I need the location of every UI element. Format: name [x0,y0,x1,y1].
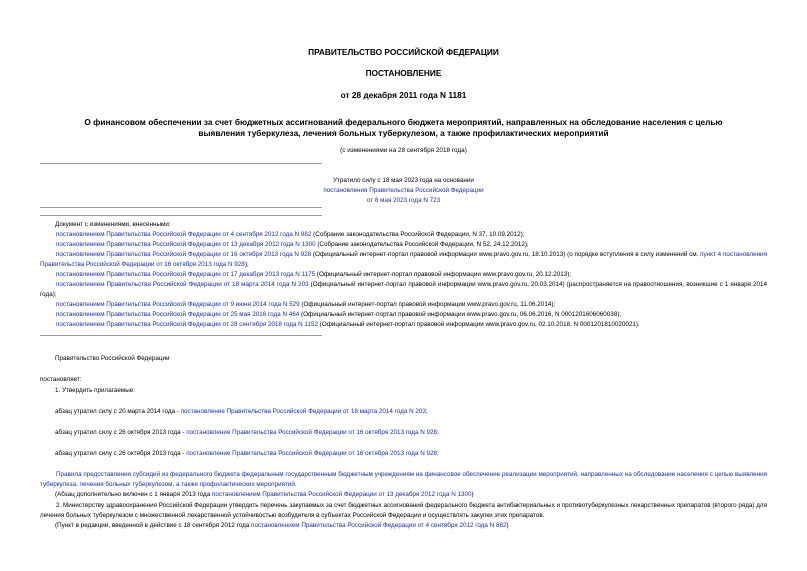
decrees-word: постановляет: [40,376,82,383]
amendment-link[interactable]: пункт 4 постановления Правительства Российской Федерации от 16 октября 2013 года N 928 [40,251,767,268]
amendment-item [40,250,767,270]
authority: Правительство Российской Федерации [55,355,170,362]
amendment-link[interactable]: постановлением Правительства Российской Федерации от 4 сентября 2012 года N 882 [56,231,312,238]
document-date-number: от 28 декабря 2011 года N 1181 [340,90,467,100]
item-1: 1. Утвердить прилагаемые: [55,387,135,394]
lost-force-link[interactable]: постановления Правительства Российской Федерации [323,187,484,194]
divider [40,335,322,336]
amendment-text: (Официальный интернет-портал правовой информации www.pravo.gov.ru, 18.10.2013) (о порядке вступления в силу изменений см. [311,251,701,258]
amendment-link[interactable]: постановлением Правительства Российской Федерации от 25 мая 2016 года N 464 [56,311,300,318]
edition-end: ) [506,522,509,529]
divider [40,215,322,216]
abzac-repealed-2 [55,428,439,438]
lost-force-note [270,176,537,206]
amendment-item [40,280,767,300]
amendment-link[interactable]: постановлением Правительства Российской Федерации от 13 декабря 2012 года N 1300 [56,241,316,248]
abzac-repealed-1 [55,407,428,417]
amendment-link[interactable]: постановлением Правительства Российской Федерации от 9 июня 2014 года N 529 [56,301,300,308]
lost-force-link-date[interactable]: от 8 мая 2023 года N 723 [366,197,441,204]
amendment-text: (Официальный интернет-портал правовой информации www.pravo.gov.ru, 11.06.2014); [299,301,556,308]
abzac-end: ; [437,450,439,457]
amendment-text: (Собрание законодательства Российской Федерации, N 52, 24.12.2012); [315,241,529,248]
abzac-end: ; [437,429,439,436]
amendment-text: ); [244,261,249,268]
abzac-link[interactable]: постановление Правительства Российской Федерации от 18 марта 2014 года N 203 [180,408,426,415]
abzac-end: ; [425,408,428,415]
amendment-link[interactable]: постановлением Правительства Российской Федерации от 28 сентября 2018 года N 1152 [56,321,318,328]
item-2: 2. Министерству здравоохранения Российской Федерации утвердить перечень закупаемых за счет бюджетных ассигнований федерального бюджета антибактериальных и противотуберкулезных лекарственных препаратов (второго ряда) для лечения больных туберкулезом с множественной лекарственной устойчивостью возбудителя в субъектах Российской Федерации и осуществлять закупки этих препаратов. [40,502,767,519]
divider [40,163,322,164]
abzac-text: абзац утратил силу с 20 марта 2014 года - [55,408,181,415]
amendment-text: (Официальный интернет-портал правовой информации www.pravo.gov.ru, 02.10.2018, N 0001201810020021). [317,321,640,328]
rules-item [40,470,767,490]
amendment-item [40,300,767,310]
amendments-heading: Документ с изменениями, внесенными: [55,221,171,228]
abzac-repealed-3 [55,449,439,459]
added-note [55,490,474,500]
rules-end: . [294,481,297,488]
amendment-text: (Собрание законодательства Российской Федерации, N 37, 10.09.2012); [311,231,525,238]
abzac-text: абзац утратил силу с 26 октября 2013 года - [55,429,187,436]
document-kind: ПОСТАНОВЛЕНИЕ [365,68,442,78]
amendment-text: (Официальный интернет-портал правовой информации www.pravo.gov.ru, 20.12.2013); [315,271,572,278]
government-heading: ПРАВИТЕЛЬСТВО РОССИЙСКОЙ ФЕДЕРАЦИИ [308,47,499,57]
amendment-link[interactable]: постановлением Правительства Российской Федерации от 18 марта 2014 года N 203 [56,281,309,288]
added-end: ) [471,491,474,498]
changes-note: (с изменениями на 28 сентября 2018 года) [340,147,467,154]
added-link[interactable]: постановлением Правительства Российской Федерации от 13 декабря 2012 года N 1300 [211,491,472,498]
amendment-item [40,230,767,240]
amendment-link[interactable]: постановлением Правительства Российской Федерации от 17 декабря 2013 года N 1175 [56,271,316,278]
amendment-item [40,310,767,320]
amendment-text: (Официальный интернет-портал правовой информации www.pravo.gov.ru, 20.03.2014) (распространяется на правоотношения, возникшие с 1 января 2014 года); [40,281,767,298]
rules-link[interactable]: Правила предоставления субсидий из федерального бюджета федеральным государственным бюджетным учреждениям на финансовое обеспечение реализации мероприятий, направленных на обследование населения с целью выявления туберкулеза, лечения больных туберкулезом, а также профилактических мероприятий [40,471,767,488]
lost-force-text: Утратило силу с 18 мая 2023 года на основании [333,177,474,184]
edition-text: (Пункт в редакции, введенной в действие с 18 сентября 2012 года [55,522,252,529]
edition-note [55,521,509,531]
amendment-link[interactable]: постановлением Правительства Российской Федерации от 16 октября 2013 года N 928 [56,251,312,258]
abzac-text: абзац утратил силу с 26 октября 2013 года - [55,450,187,457]
amendment-item [40,270,767,280]
abzac-link[interactable]: постановление Правительства Российской Федерации от 16 октября 2013 года N 928 [186,429,437,436]
divider [40,207,322,208]
abzac-link[interactable]: постановление Правительства Российской Федерации от 16 октября 2013 года N 928 [186,450,437,457]
amendment-item [40,320,767,330]
amendment-item [40,240,767,250]
amendment-text: (Официальный интернет-портал правовой информации www.pravo.gov.ru, 06.06.2016, N 0001201606060038); [299,311,622,318]
edition-link[interactable]: постановлением Правительства Российской Федерации от 4 сентября 2012 года N 882 [251,522,507,529]
document-title: О финансовом обеспечении за счет бюджетных ассигнований федерального бюджета мероприятий, направленных на обследование населения с целью выявления туберкулеза, лечения больных туберкулезом, а также профилактических мероприятий [84,117,723,138]
added-text: (Абзац дополнительно включен с 1 января 2013 года [55,491,212,498]
